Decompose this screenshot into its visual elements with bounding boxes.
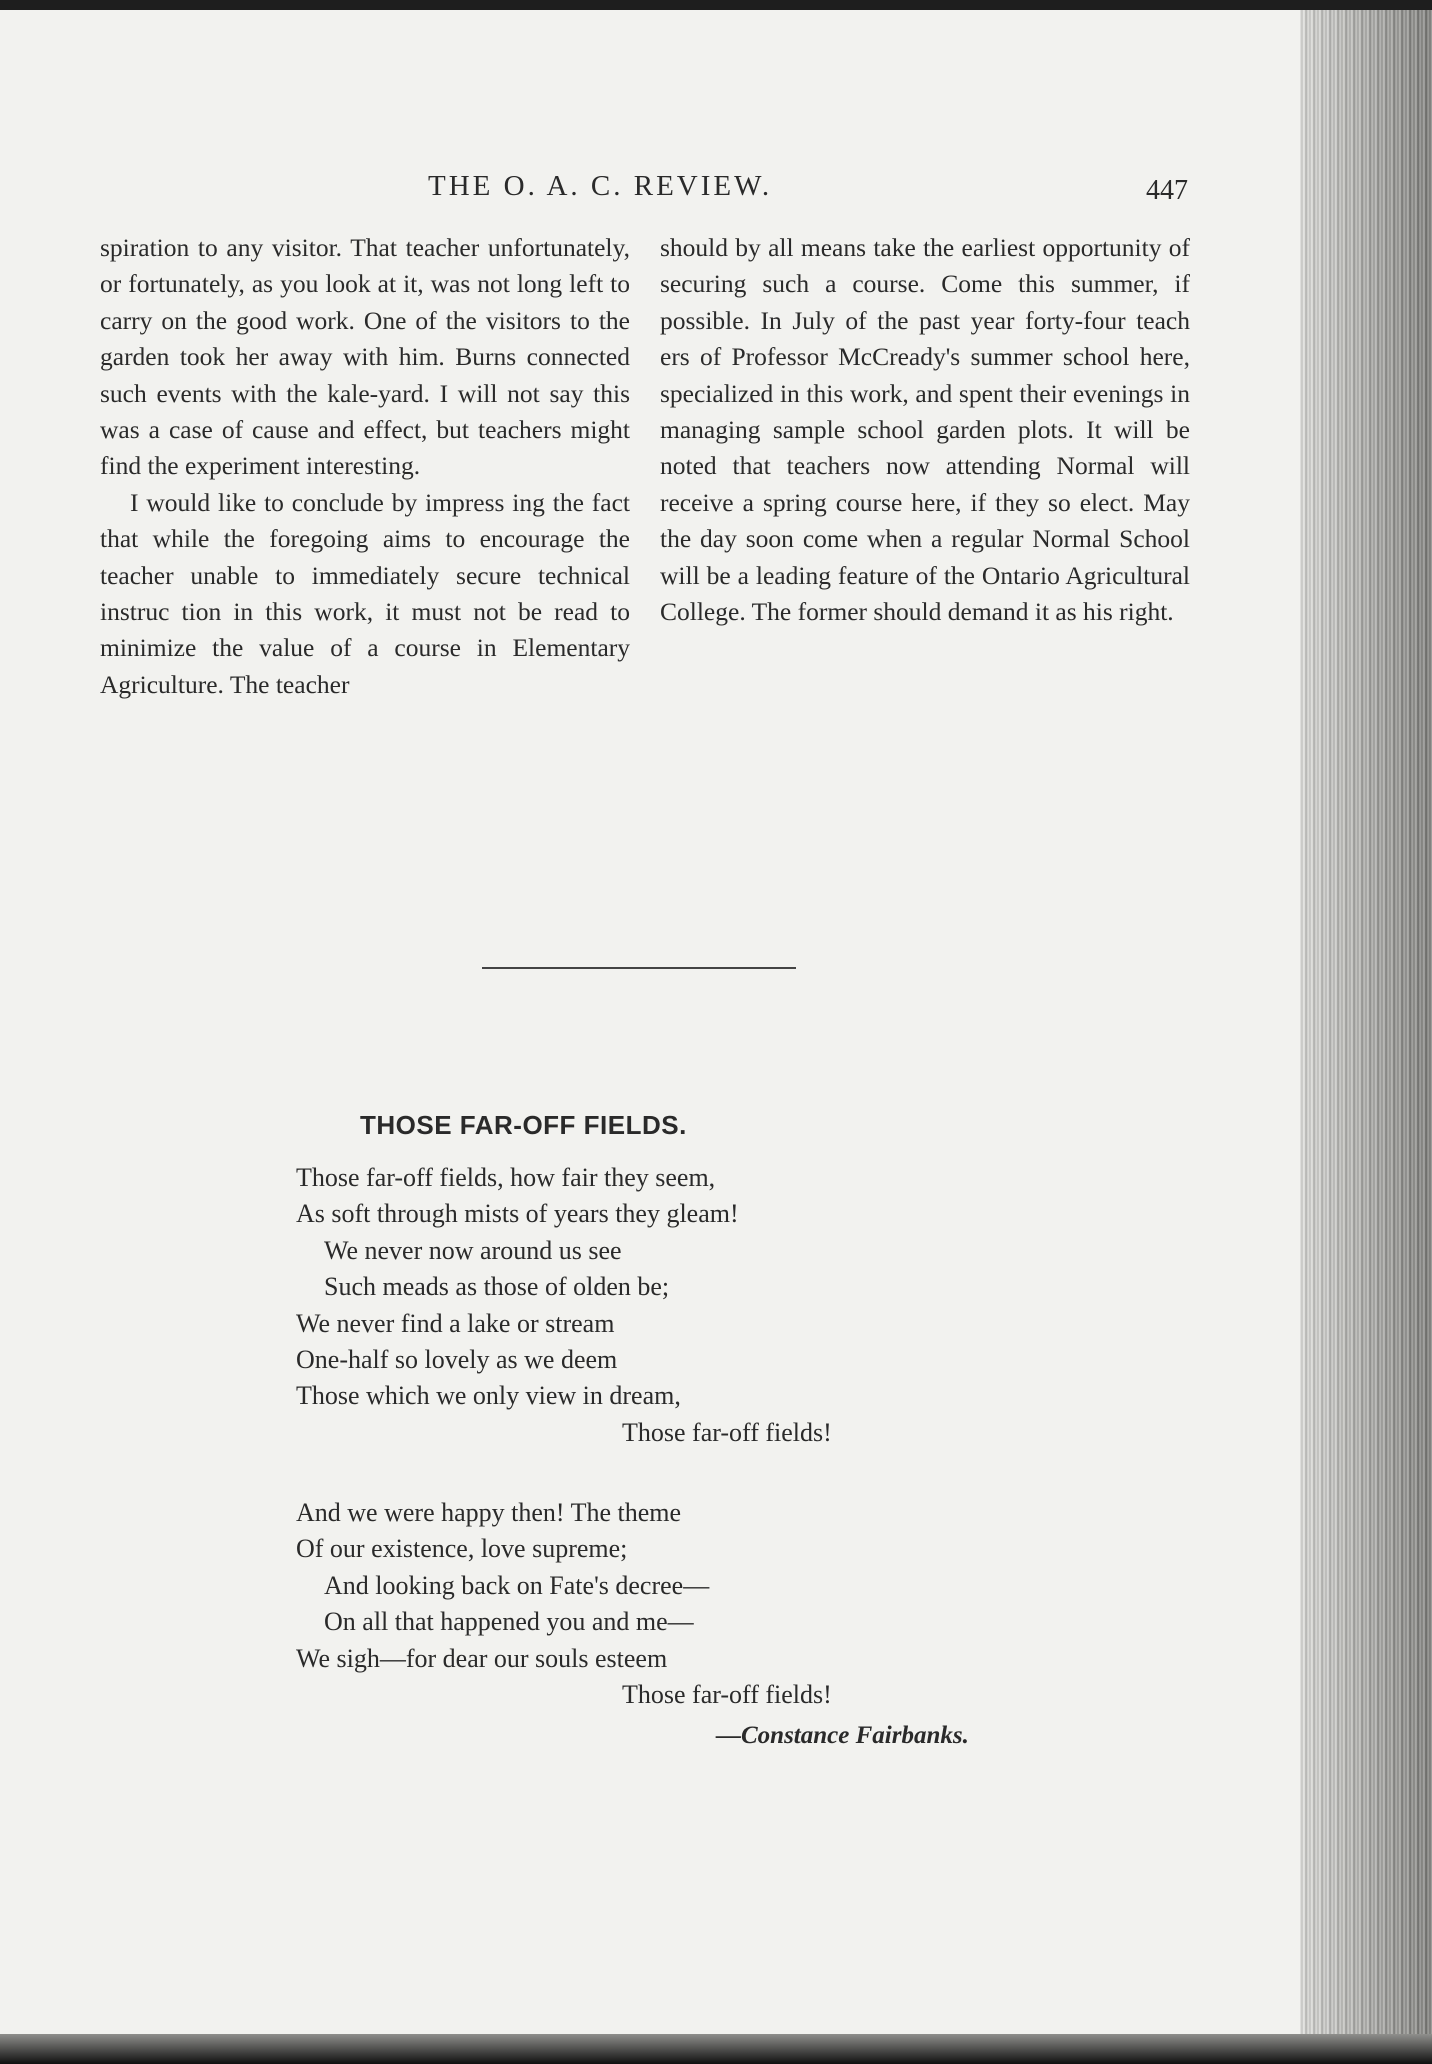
poem-line: Such meads as those of olden be; <box>324 1272 670 1302</box>
poem-line: And we were happy then! The theme <box>296 1498 682 1527</box>
poem-line: And looking back on Fate's decree— <box>324 1570 710 1600</box>
poem-refrain: Those far-off fields! <box>622 1679 832 1709</box>
poem-refrain: Those far-off fields! <box>622 1417 832 1447</box>
section-divider <box>482 967 796 969</box>
poem-line: As soft through mists of years they gleam! <box>296 1199 739 1229</box>
poem-line: One-half so lovely as we deem <box>296 1344 618 1374</box>
page-edges <box>1300 10 1432 2050</box>
poem-line: Those which we only view in dream, <box>296 1381 681 1411</box>
paragraph: I would like to conclude by impress ing the fact that while the foregoing aims to encourage the teacher unable to immediately secure technical instruc tion in this work, it must not be read to minimize the value of a course in Elementary Agriculture. The teacher <box>100 487 630 699</box>
page-number: 447 <box>1146 175 1188 206</box>
poem-line: Those far-off fields, how fair they seem, <box>296 1163 716 1192</box>
poem-line: Of our existence, love supreme; <box>296 1534 628 1564</box>
poem-stanza-2 <box>296 1495 916 1713</box>
running-header: THE O. A. C. REVIEW. <box>428 170 773 202</box>
paragraph: spiration to any visitor. That teacher unfortunately, or fortunately, as you look at it, was not long left to carry on the good work. One of the visitors to the garden took her away with him. Burns connected such events with the kale-yard. I will not say this was a case of cause and effect, but teachers might find the experiment interesting. <box>100 233 630 481</box>
poem-line: On all that happened you and me— <box>324 1607 694 1637</box>
left-column <box>100 230 630 703</box>
poem-line: We sigh—for dear our souls esteem <box>296 1643 668 1673</box>
right-column <box>660 230 1190 630</box>
paragraph: should by all means take the earliest opportunity of securing such a course. Come this summer, if possible. In July of the past year forty-four teach ers of Professor McCready's summer school here, specialized in this work, and spent their evenings in managing sample school garden plots. It will be noted that teachers now attending Normal will receive a spring course here, if they so elect. May the day soon come when a regular Normal School will be a leading feature of the Ontario Agricultural College. The former should demand it as his right. <box>660 233 1190 627</box>
poem-line: We never find a lake or stream <box>296 1308 615 1338</box>
poem-stanza-1 <box>296 1160 916 1451</box>
poem-title: THOSE FAR-OFF FIELDS. <box>360 1110 687 1140</box>
poem-author: —Constance Fairbanks. <box>716 1722 969 1749</box>
poem-line: We never now around us see <box>324 1235 622 1265</box>
scan-shadow <box>0 2034 1432 2064</box>
